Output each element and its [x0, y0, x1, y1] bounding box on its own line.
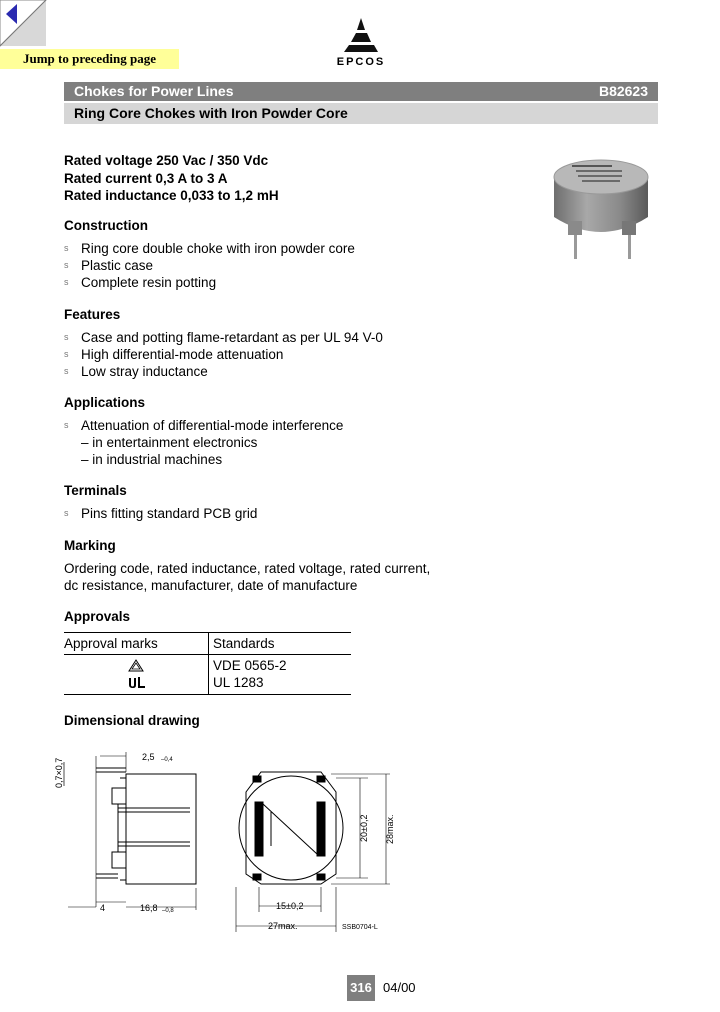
bullet-icon: s: [64, 349, 69, 359]
col-standards: Standards: [213, 636, 275, 651]
dim-height-max: 28max.: [385, 814, 395, 844]
dim-pin-offset: 2,5: [142, 752, 155, 762]
list-item: s Ring core double choke with iron powder core: [64, 241, 355, 256]
list-subitem: – in industrial machines: [81, 452, 223, 467]
col-approval-marks: Approval marks: [64, 633, 209, 654]
list-item: s Pins fitting standard PCB grid: [64, 506, 258, 521]
rated-inductance: Rated inductance 0,033 to 1,2 mH: [64, 188, 279, 203]
dim-body-height: 16,8: [140, 903, 158, 913]
rated-voltage: Rated voltage 250 Vac / 350 Vdc: [64, 153, 269, 168]
bullet-icon: s: [64, 332, 69, 342]
approvals-table: [64, 632, 351, 695]
features-list: [64, 329, 383, 380]
dim-pin-len: 4: [100, 903, 106, 913]
marking-text: Ordering code, rated inductance, rated voltage, rated current, dc resistance, manufacturer, date of manufacture: [64, 561, 431, 593]
bullet-icon: s: [64, 260, 69, 270]
features-heading: Features: [64, 307, 121, 322]
part-number: B82623: [598, 83, 648, 99]
dimensional-drawing-heading: Dimensional drawing: [64, 713, 200, 728]
marking-heading: Marking: [64, 538, 116, 553]
bullet-icon: s: [64, 366, 69, 376]
page-turn-corner[interactable]: [0, 0, 46, 46]
dim-pin-offset-tol: –0,4: [161, 757, 173, 763]
subtitle-bar: [64, 103, 658, 124]
list-item: s Case and potting flame-retardant as per UL 94 V-0: [64, 330, 383, 345]
bullet-icon: s: [64, 243, 69, 253]
dim-body-height-tol: –0,8: [162, 908, 174, 914]
page-number: 316: [347, 975, 375, 1001]
bullet-icon: s: [64, 277, 69, 287]
list-item: s Low stray inductance: [64, 364, 208, 379]
logo-text: EPCOS: [336, 56, 386, 68]
table-row: [64, 655, 351, 695]
applications-list: [64, 417, 343, 468]
construction-list: [64, 240, 355, 291]
page-subtitle: Ring Core Chokes with Iron Powder Core: [74, 105, 348, 121]
table-header: [64, 632, 351, 655]
drawing-code: SSB0704-L: [342, 924, 378, 931]
jump-to-preceding-page-link[interactable]: Jump to preceding page: [0, 49, 179, 69]
dimensional-drawing: [56, 742, 396, 934]
bullet-icon: s: [64, 420, 69, 430]
vde-mark-icon: [128, 659, 144, 672]
list-item: s High differential-mode attenuation: [64, 347, 284, 362]
dim-width-max: 27max.: [268, 921, 298, 931]
list-subitem: – in entertainment electronics: [81, 435, 258, 450]
list-item: s Complete resin potting: [64, 275, 217, 290]
approvals-heading: Approvals: [64, 609, 131, 624]
dim-pin-size: 0,7×0,7: [54, 757, 64, 788]
terminals-heading: Terminals: [64, 483, 127, 498]
construction-heading: Construction: [64, 218, 148, 233]
issue-date: 04/00: [383, 980, 416, 995]
dim-pitch-vertical: 20±0,2: [359, 814, 369, 842]
applications-heading: Applications: [64, 395, 146, 410]
ul-recognized-mark-icon: [128, 676, 146, 689]
list-item: s Plastic case: [64, 258, 154, 273]
bullet-icon: s: [64, 508, 69, 518]
dim-pitch-horizontal: 15±0,2: [276, 901, 304, 911]
category-title: Chokes for Power Lines: [74, 83, 234, 99]
terminals-list: [64, 505, 257, 522]
header-bar: [64, 82, 658, 101]
standard-vde: VDE 0565-2: [213, 658, 287, 673]
product-photo: [550, 155, 652, 263]
list-item: s Attenuation of differential-mode interference: [64, 418, 344, 433]
standard-ul: UL 1283: [213, 675, 264, 690]
rated-current: Rated current 0,3 A to 3 A: [64, 170, 228, 186]
ratings-block: [64, 152, 279, 205]
